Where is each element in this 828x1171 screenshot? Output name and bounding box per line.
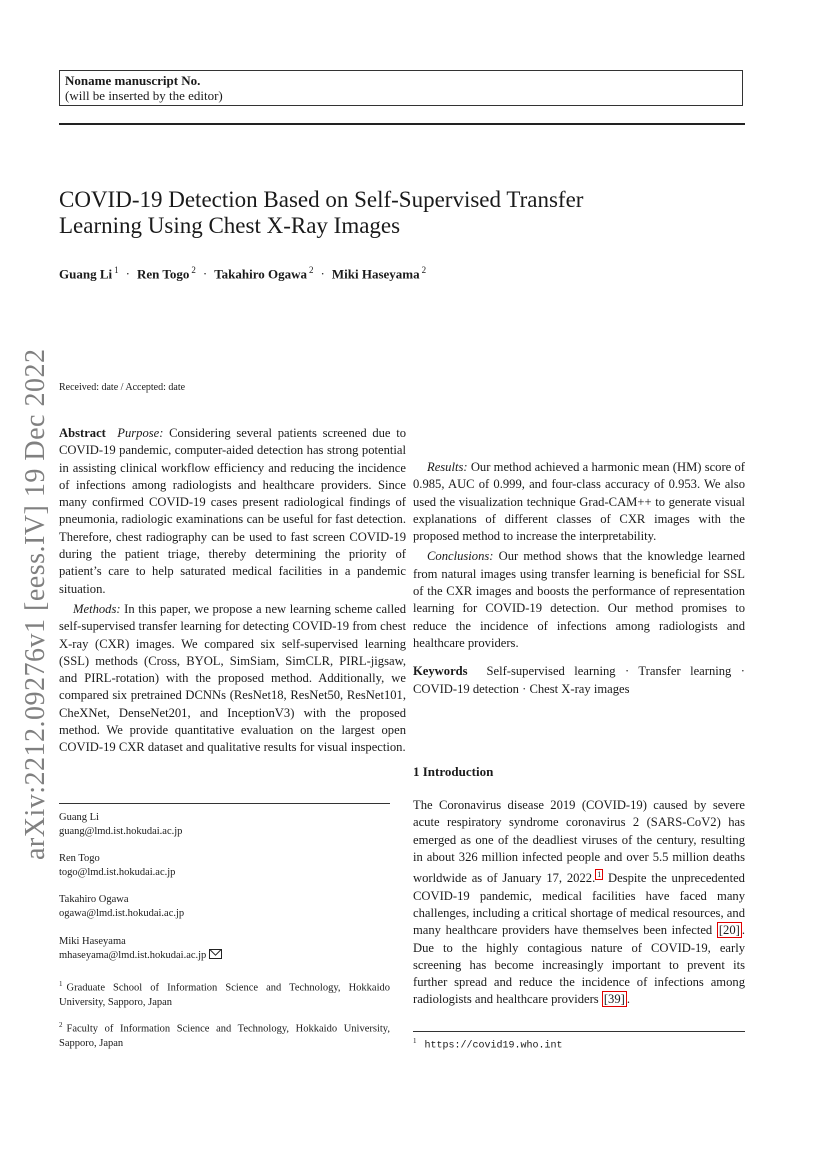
keywords [413,663,745,698]
author-affil-sup: 2 [421,265,427,275]
affiliation-sup: 1 [59,980,63,988]
author-name: Miki Haseyama [331,266,420,282]
purpose-label: Purpose: [117,426,164,440]
keywords-label: Keywords [413,664,468,679]
contact-block [59,893,390,921]
affiliation-sup: 2 [59,1021,63,1029]
author-separator: · [202,266,208,282]
intro-text-c: . Due to the highly contagious nature of COVID-19, early screening has become increasingly important to prevent its further spread and reduce the incidence of infections among radiologists and healthcare providers [413,923,745,1007]
methods-text: In this paper, we propose a new learning scheme called self-supervised transfer learning for detecting COVID-19 from chest X-ray (CXR) images. We compared six self-supervised learning (SSL) methods (Cross, BYOL, SimSiam, SimCLR, PIRL-jigsaw, and PIRL-rotation) with the proposed method. Additionally, we compared six pretrained DCNNs (ResNet18, ResNet50, ResNet101, CheXNet, DenseNet201, and InceptionV3) with the proposed method. We provide quantitative evaluation on the largest open COVID-19 CXR dataset and qualitative results for visual inspection. [59,601,406,755]
contact-name: Takahiro Ogawa [59,894,129,905]
left-column [59,425,406,757]
footnote-rule [413,1031,745,1032]
footnote [413,1037,563,1051]
purpose-text: Considering several patients screened due to COVID-19 pandemic, computer-aided detection has strong potential in assisting clinical workflow efficiency and reducing the incidence of infections among radiologists and healthcare providers. Since many confirmed COVID-19 cases present radiological findings of pneumonia, radiologic examinations can be useful for fast detection. Therefore, chest radiography can be used to fast screen COVID-19 during the patient triage, thereby determining the priority of patient’s care to help saturated medical facilities in a pandemic situation. [59,426,407,596]
methods-label: Methods: [73,601,121,616]
author-name: Ren Togo [136,266,190,282]
arxiv-id-text: arXiv:2212.09276v1 [eess.IV] 19 Dec 2022 [20,348,51,860]
author-affil-sup: 1 [114,265,119,275]
abstract-label: Abstract [59,426,106,440]
affiliation-text: Graduate School of Information Science and Technology, Hokkaido University, Sapporo, Japan [59,982,390,1008]
contact-name: Guang Li [59,812,99,823]
contact-block [59,935,390,963]
contact-block [59,852,390,880]
affiliation-text: Faculty of Information Science and Technology, Hokkaido University, Sapporo, Japan [59,1023,390,1049]
affiliation [59,977,390,1010]
contact-email: ogawa@lmd.ist.hokudai.ac.jp [59,908,185,919]
introduction-body [413,797,745,1009]
received-date: Received: date / Accepted: date [59,382,186,393]
abstract-methods [59,601,406,757]
manuscript-line: Noname manuscript No. [65,73,201,88]
abstract-results [413,459,745,545]
keywords-text: Self-supervised learning · Transfer learning · COVID-19 detection · Chest X-ray images [413,664,746,696]
affiliation [59,1018,390,1051]
footnote-link[interactable]: 1 [597,870,602,880]
header-rule [59,123,745,125]
contacts-rule [59,803,390,804]
author-affil-sup: 2 [309,265,314,275]
contact-name: Ren Togo [59,853,100,864]
manuscript-box [59,70,743,106]
title-line-2: Learning Using Chest X-Ray Images [59,213,401,238]
contact-email: togo@lmd.ist.hokudai.ac.jp [59,867,176,878]
abstract-conclusions [413,548,745,652]
footnote-url[interactable]: https://covid19.who.int [424,1040,563,1052]
contact-email: mhaseyama@lmd.ist.hokudai.ac.jp [59,950,207,961]
author-separator: · [125,266,130,282]
editor-line: (will be inserted by the editor) [65,88,223,103]
intro-text-d: . [626,992,630,1007]
paper-title [59,187,759,239]
author-separator: · [320,266,325,282]
author-list [59,262,759,282]
results-text: Our method achieved a harmonic mean (HM) score of 0.985, AUC of 0.999, and four-class accuracy of 0.953. We also used the visualization technique Grad-CAM++ to generate visual explanations of different classes of CXR images with the proposed method to increase the interpretability. [413,460,745,544]
intro-text-a: The Coronavirus disease 2019 (COVID-19) caused by severe acute respiratory syndrome coronavirus 2 (SARS-CoV2) has emerged as one of the deadliest viruses of the century, resulting in about 326 million infected people and over 5.5 million deaths worldwide as of January 17, 2022. [413,798,745,886]
conclusions-label: Conclusions: [427,549,494,564]
author-name: Guang Li [59,266,113,282]
contact-name: Miki Haseyama [59,936,126,947]
contact-block [59,811,390,839]
author-affil-sup: 2 [191,265,196,275]
contact-email: guang@lmd.ist.hokudai.ac.jp [59,826,183,837]
conclusions-text: Our method shows that the knowledge learned from natural images using transfer learning is beneficial for SSL of the CXR images and boosts the performance of representation learning for COVID-19 detection. Our method promises to reduce the incidence of infections among radiologists and healthcare providers. [413,549,745,650]
introduction-paragraph [413,797,745,1009]
right-column-results [413,459,745,698]
abstract-purpose [59,425,406,598]
author-name: Takahiro Ogawa [214,266,308,282]
citation-link[interactable]: [20] [718,923,740,938]
results-label: Results: [427,460,468,474]
title-line-1: COVID-19 Detection Based on Self-Supervised Transfer [59,187,584,212]
citation-link[interactable]: [39] [603,992,625,1007]
intro-text-b: Despite the unprecedented COVID-19 pandemic, medical facilities have faced many challenges, including a critical shortage of medical resources, and many healthcare providers have themselves been infected [413,871,745,938]
arxiv-stamp [18,348,52,870]
envelope-icon [209,949,222,959]
section-heading-introduction: 1 Introduction [413,764,494,779]
footnote-sup: 1 [413,1037,417,1045]
